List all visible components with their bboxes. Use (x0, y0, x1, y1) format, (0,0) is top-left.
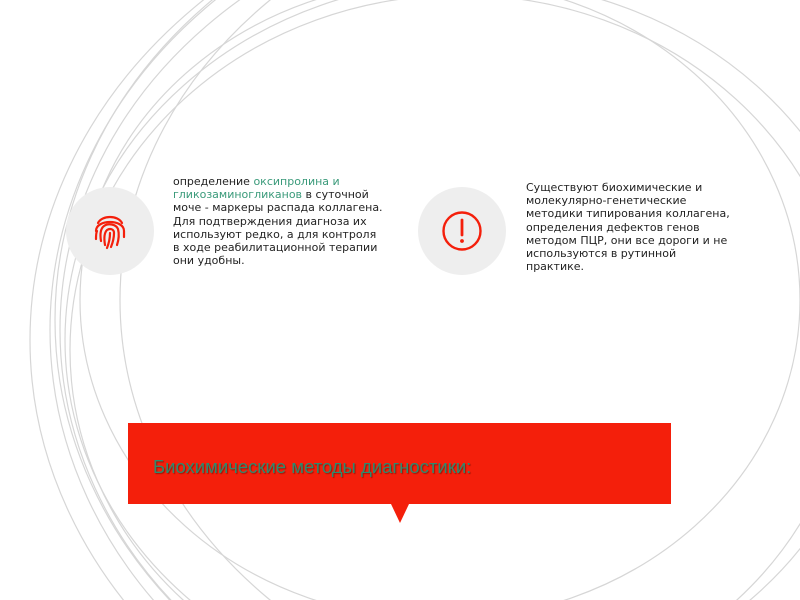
fingerprint-icon-circle (66, 187, 154, 275)
exclamation-icon (440, 209, 484, 253)
banner-pointer (391, 504, 409, 523)
fingerprint-icon (92, 211, 128, 251)
left-description-suffix: в суточной моче - маркеры распада коллагена. Для подтверждения диагноза их используют редко, а для контроля в ходе реабилитационной терапии они удобны. (173, 188, 383, 268)
right-description: Существуют биохимические и молекулярно-генетические методики типирования коллагена, определения дефектов генов методом ПЦР, они все дороги и не используются в рутинной практике. (526, 181, 730, 274)
banner-title: Биохимические методы диагностики: (153, 456, 472, 477)
left-description-prefix: определение (173, 175, 254, 188)
left-description (173, 175, 385, 267)
exclamation-icon-circle (418, 187, 506, 275)
left-description-highlight: оксипролина и гликозаминогликанов (173, 175, 340, 202)
title-banner (128, 423, 671, 504)
